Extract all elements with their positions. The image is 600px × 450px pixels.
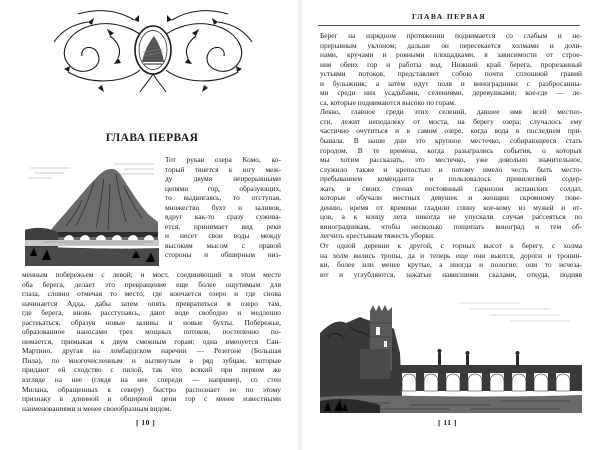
text-line: то выдвигаясь, то отступая, xyxy=(165,193,281,203)
text-line: Тот рукав озера Комо, ко- xyxy=(165,155,281,164)
lake-mountain-bridge-engraving xyxy=(24,156,160,267)
opening-paragraph-beside-illustration xyxy=(165,155,281,260)
text-line: служило также и крепостью и потому имело честь быть место- xyxy=(320,164,582,174)
text-line: нимается, примыкая к двум смежным горам: одна именуется Сан- xyxy=(22,336,281,346)
text-line: образованное наносами трех мощных потоков, постепенно по- xyxy=(22,327,281,337)
opening-paragraph-full-width xyxy=(22,270,281,413)
page-number: [ 10 ] xyxy=(136,418,156,427)
text-line: ется, принимает вид реки xyxy=(165,221,281,231)
text-line: Милана, обращенных к северу) быстро распознает ее по этому xyxy=(22,384,281,394)
text-line: От одной деревни к другой, с горных высот к берегу, с холма xyxy=(320,241,582,251)
text-line: ния обеих гор и работы вод. Нижний край берега, прорезанный xyxy=(320,59,582,69)
text-line: дению, время от времени гладили спину кое-кому из мужей и от- xyxy=(320,202,582,212)
text-line: частично очутиться и в самом озере, когда вода в последнем при- xyxy=(320,126,582,136)
text-line: где берега, вновь расступаясь, дают воде свободно и медленно xyxy=(22,308,281,318)
text-line: начинается Адда, дабы затем опять превратиться в озеро там, xyxy=(22,298,281,308)
text-line: виноградникам, чтобы несколько пощипать виноград и тем об- xyxy=(320,221,582,231)
text-line: устьями потоков, представляет собою почти сплошной гравий xyxy=(320,69,582,79)
text-line: и булыжник; а затем идут поля и виноградники с разбросанны- xyxy=(320,78,582,88)
text-line: Мартино, другая на ломбардском наречии — Резегоне (Большая xyxy=(22,346,281,356)
text-line: прерывным уклоном; дальше он пересекается холмами и доли- xyxy=(320,40,582,50)
text-line: взгляде на нее (глядя на нее спереди — например, со стен xyxy=(22,375,281,385)
text-line: цепями гор, образующих, xyxy=(165,183,281,193)
running-head-rule xyxy=(318,25,580,26)
text-line: Пила), по многочисленным и вытянутым в ряд зубцам, которые xyxy=(22,355,281,365)
text-line: и несет свои воды между xyxy=(165,231,281,241)
text-line: глаза, словно отмечая то место, где кончается озеро и где снова xyxy=(22,289,281,299)
text-line: мы хотим рассказать, это местечко, уже довольно значительное, xyxy=(320,155,582,165)
text-line: легчить крестьянам тяжесть уборки. xyxy=(320,231,435,241)
text-line: вдруг как-то сразу сужива- xyxy=(165,212,281,222)
text-line: торый тянется к югу меж- xyxy=(165,164,281,174)
text-line: нами, кручами и ровными площадками, в зависимости от строе- xyxy=(320,50,582,60)
chapter-title: ГЛАВА ПЕРВАЯ xyxy=(105,132,199,144)
text-line: пребыванием коменданта и пользовалось привилегией содер- xyxy=(320,174,582,184)
text-line: жать в своих стенах постоянный гарнизон испанских солдат, xyxy=(320,183,582,193)
running-head: ГЛАВА ПЕРВАЯ xyxy=(411,12,487,21)
text-line: ду двумя непрерывными xyxy=(165,174,281,184)
text-line: Берег на изрядном протяжении поднимается со слабым и не- xyxy=(320,31,582,40)
text-line: стороны и обширным низ- xyxy=(165,250,281,260)
page-number: [ 11 ] xyxy=(438,418,457,427)
text-line: множество бухт и заливов, xyxy=(165,202,281,212)
castle-ruins-bridge-engraving xyxy=(320,293,582,413)
text-line: менным побережьем с левой; и мост, соединяющий в этом месте xyxy=(22,270,281,279)
text-line: признаку в длинной и обширной цепи гор с менее известными xyxy=(22,394,281,404)
text-line: бывала. В наши дни это крупное местечко, собирающееся стать xyxy=(320,136,582,146)
text-line: ют и углубляются, зажатые нависшими скалами, откуда, подняв xyxy=(320,269,582,279)
text-line: которые обучали местных девушек и женщин скромному пове- xyxy=(320,193,582,203)
text-line: растекаться, образуя новые заливы и новые бухты. Побережье, xyxy=(22,317,281,327)
text-line: наименованиями и менее своеобразным видом. xyxy=(22,403,172,413)
text-line: ми среди них усадьбами, селениями, деревушками; кое-где — ле- xyxy=(320,88,582,98)
text-line: оба берега, делает это превращение еще более ощутимым для xyxy=(22,279,281,289)
text-line: са, которые поднимаются высоко по горам. xyxy=(320,97,456,107)
text-line: придают ей сходство с пилой, так что всякий при первом же xyxy=(22,365,281,375)
text-line: высоким мысом с правой xyxy=(165,240,281,250)
text-line: на холм вились тропы, да и теперь еще они вьются, дороги и тропин- xyxy=(320,250,582,260)
text-line: цов, а к концу лета никогда не упускали случая рассеяться по xyxy=(320,212,582,222)
text-line: ки, более или менее крутые, а иногда и пологие; они то исчеза- xyxy=(320,260,582,270)
text-line: Лекко, главное среди этих селений, давшее имя всей местно- xyxy=(320,107,582,117)
ornamental-headpiece xyxy=(48,6,258,98)
text-line: городом. В те времена, когда разыгрались события, о которых xyxy=(320,145,582,155)
right-page-body xyxy=(320,31,582,279)
text-line: сти, лежит неподалеку от моста, на берегу озера; случалось ему xyxy=(320,116,582,126)
